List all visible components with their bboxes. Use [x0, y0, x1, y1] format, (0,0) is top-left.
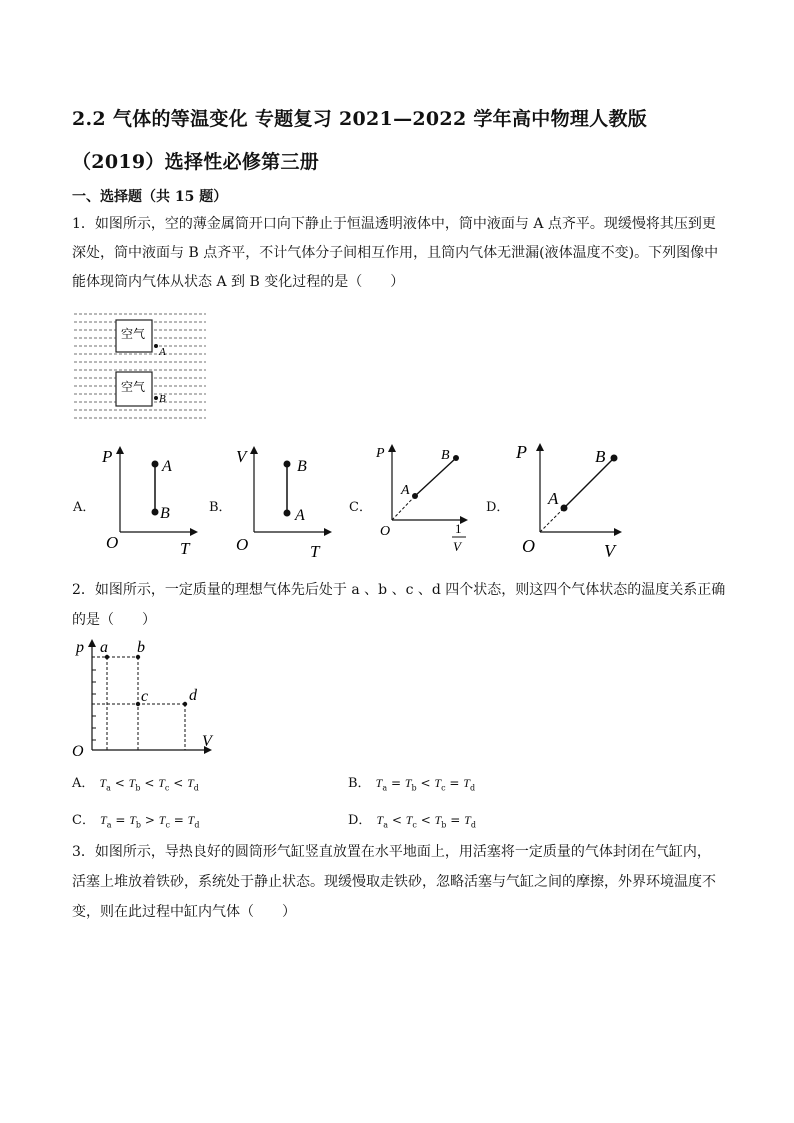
- q1-line2: 深处，筒中液面与 B 点齐平，不计气体分子间相互作用，且筒内气体无泄漏(液体温度不变)。下列图像中: [72, 245, 719, 261]
- q2-option-d: [348, 809, 476, 829]
- q2-option-a: [72, 772, 199, 792]
- q2-option-c-letter: C．: [72, 813, 95, 828]
- q1-c-x-denominator: V: [453, 539, 461, 554]
- q2-label-b: b: [137, 639, 145, 656]
- q1-d-point-top: [611, 455, 618, 462]
- q1-a-point-top: [152, 461, 159, 468]
- q2-option-b-letter: B．: [348, 776, 371, 791]
- q3-line2: 活塞上堆放着铁砂，系统处于静止状态。现缓慢取走铁砂，忽略活塞与气缸之间的摩擦，外界环境温度不: [72, 874, 716, 890]
- q1-c-y-label: P: [376, 446, 385, 461]
- q1-b-label-top: B: [297, 458, 307, 475]
- q1-label-a: A: [159, 346, 166, 358]
- q1-point-b: [154, 396, 158, 400]
- section-heading: 一、选择题（共 15 题）: [72, 189, 228, 205]
- q1-c-label-bottom: A: [401, 483, 410, 498]
- q1-d-y-label: P: [516, 442, 527, 462]
- q2-y-label: p: [76, 639, 84, 656]
- q1-c-point-bottom: [412, 493, 418, 499]
- q2-label-a: a: [100, 639, 108, 656]
- q1-line1: 1．如图所示，空的薄金属筒开口向下静止于恒温透明液体中，筒中液面与 A 点齐平。现缓慢将其压到更: [72, 216, 716, 232]
- q2-option-b: [348, 772, 475, 792]
- q1-d-origin: O: [522, 536, 535, 556]
- q1-a-origin: O: [106, 533, 119, 552]
- q2-option-a-letter: A．: [72, 776, 95, 791]
- q1-line3: 能体现筒内气体从状态 A 到 B 变化过程的是（ ）: [72, 274, 405, 290]
- q1-d-point-bottom: [561, 505, 568, 512]
- paper-title-line2: （2019）选择性必修第三册: [72, 151, 320, 173]
- q1-c-point-top: [453, 455, 459, 461]
- q1-option-d-graph: [510, 436, 630, 562]
- q1-option-d-letter: D．: [486, 500, 510, 515]
- q2-option-a-expr: $T_a < T_b < T_c < T_d$: [99, 776, 199, 793]
- q1-b-y-label: V: [236, 447, 247, 466]
- q1-a-point-bottom: [152, 509, 159, 516]
- q1-d-x-label: V: [604, 541, 615, 561]
- q1-option-c-letter: C．: [349, 500, 372, 515]
- q2-option-d-expr: $T_a < T_c < T_b = T_d$: [376, 813, 476, 830]
- q1-b-point-top: [284, 461, 291, 468]
- q1-c-origin: O: [380, 524, 391, 539]
- q2-option-b-expr: $T_a = T_b < T_c = T_d$: [375, 776, 476, 793]
- q2-option-d-letter: D．: [348, 813, 372, 828]
- q2-origin: O: [72, 743, 84, 760]
- q1-c-label-top: B: [441, 448, 450, 463]
- q1-air-label-top: 空气: [121, 327, 146, 341]
- paper-title-line1: 2.2 气体的等温变化 专题复习 2021—2022 学年高中物理人教版: [72, 108, 648, 130]
- q1-option-a-letter: A．: [73, 500, 96, 515]
- q1-b-x-label: T: [310, 542, 320, 560]
- q2-pv-graph: [70, 632, 220, 760]
- q2-point-c: [136, 702, 140, 706]
- q2-line1: 2．如图所示，一定质量的理想气体先后处于 a 、b 、c 、d 四个状态，则这四个气体状态的温度关系正确: [72, 582, 726, 598]
- q3-line3: 变，则在此过程中缸内气体（ ）: [72, 904, 296, 920]
- q1-point-a: [154, 344, 158, 348]
- q1-cylinder-figure: [70, 308, 210, 420]
- q3-line1: 3．如图所示，导热良好的圆筒形气缸竖直放置在水平地面上，用活塞将一定质量的气体封闭在气缸内，: [72, 844, 711, 860]
- q2-point-d: [183, 702, 187, 706]
- q1-a-x-label: T: [180, 539, 190, 558]
- q1-a-label-top: A: [162, 458, 172, 475]
- q2-line2: 的是（ ）: [72, 612, 156, 628]
- q1-d-label-bottom: A: [548, 489, 559, 508]
- q2-label-c: c: [141, 688, 149, 705]
- q1-label-b: B: [159, 393, 166, 405]
- q1-b-origin: O: [236, 535, 249, 554]
- q1-a-label-bottom: B: [160, 505, 170, 522]
- q1-a-y-label: P: [102, 447, 113, 466]
- q1-option-b-graph: [230, 440, 340, 560]
- q2-x-label: V: [202, 733, 212, 750]
- q1-option-a-graph: [96, 440, 206, 560]
- q1-b-point-bottom: [284, 510, 291, 517]
- q1-d-label-top: B: [595, 447, 606, 466]
- q2-option-c: [72, 809, 199, 829]
- q1-c-x-numerator: 1: [455, 521, 462, 536]
- q2-label-d: d: [189, 687, 197, 704]
- q2-option-c-expr: $T_a = T_b > T_c = T_d$: [100, 813, 200, 830]
- q1-b-label-bottom: A: [295, 507, 305, 524]
- q1-air-label-bottom: 空气: [121, 380, 146, 394]
- q1-option-c-graph: [372, 440, 482, 560]
- q1-option-b-letter: B．: [209, 500, 232, 515]
